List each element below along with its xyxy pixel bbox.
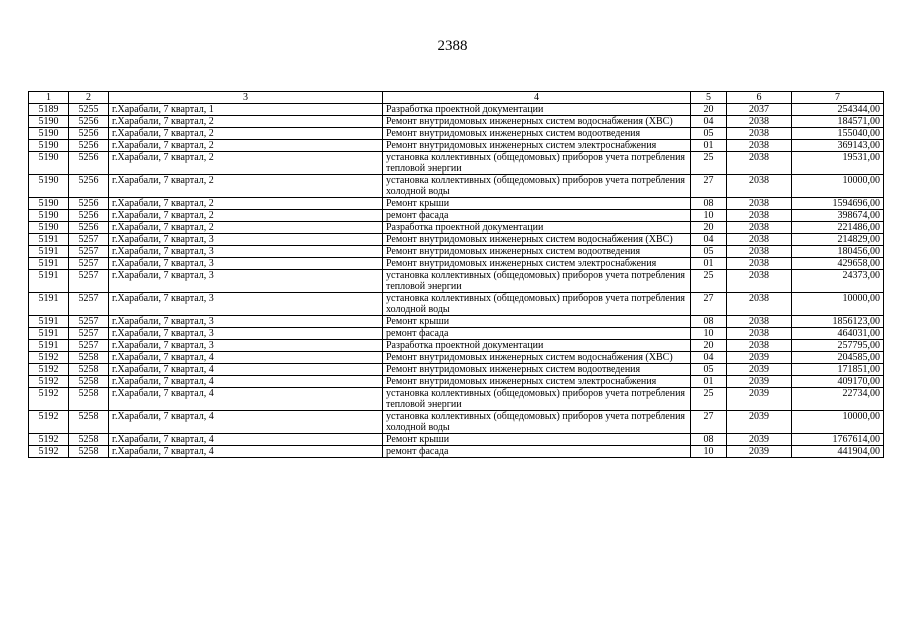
work-code-cell: 05	[691, 364, 727, 376]
repair-schedule-table	[28, 91, 884, 458]
row-id-cell: 5192	[29, 388, 69, 411]
year-cell: 2038	[727, 116, 792, 128]
work-type-cell: установка коллективных (общедомовых) приборов учета потребления холодной воды	[383, 411, 691, 434]
cost-cell: 257795,00	[792, 340, 884, 352]
year-cell: 2038	[727, 198, 792, 210]
work-code-cell: 10	[691, 446, 727, 458]
row-id-cell: 5190	[29, 198, 69, 210]
row-id-cell: 5190	[29, 140, 69, 152]
work-code-cell: 25	[691, 152, 727, 175]
year-cell: 2038	[727, 246, 792, 258]
work-code-cell: 10	[691, 210, 727, 222]
column-header: 3	[109, 92, 383, 104]
cost-cell: 1594696,00	[792, 198, 884, 210]
table-row	[29, 258, 884, 270]
address-cell: г.Харабали, 7 квартал, 4	[109, 376, 383, 388]
address-cell: г.Харабали, 7 квартал, 2	[109, 128, 383, 140]
house-id-cell: 5256	[69, 128, 109, 140]
cost-cell: 464031,00	[792, 328, 884, 340]
table-row	[29, 175, 884, 198]
work-code-cell: 10	[691, 328, 727, 340]
column-header: 5	[691, 92, 727, 104]
table-row	[29, 128, 884, 140]
row-id-cell: 5191	[29, 270, 69, 293]
work-code-cell: 04	[691, 234, 727, 246]
cost-cell: 369143,00	[792, 140, 884, 152]
year-cell: 2038	[727, 175, 792, 198]
table-row	[29, 328, 884, 340]
cost-cell: 24373,00	[792, 270, 884, 293]
cost-cell: 10000,00	[792, 175, 884, 198]
house-id-cell: 5256	[69, 116, 109, 128]
address-cell: г.Харабали, 7 квартал, 3	[109, 316, 383, 328]
table-row	[29, 198, 884, 210]
work-type-cell: Ремонт внутридомовых инженерных систем водоотведения	[383, 128, 691, 140]
work-type-cell: Ремонт крыши	[383, 316, 691, 328]
page-number: 2388	[437, 38, 468, 54]
house-id-cell: 5257	[69, 234, 109, 246]
work-type-cell: Ремонт внутридомовых инженерных систем электроснабжения	[383, 376, 691, 388]
cost-cell: 1856123,00	[792, 316, 884, 328]
column-number-row	[29, 92, 884, 104]
column-header: 7	[792, 92, 884, 104]
house-id-cell: 5258	[69, 411, 109, 434]
work-code-cell: 05	[691, 246, 727, 258]
address-cell: г.Харабали, 7 квартал, 3	[109, 340, 383, 352]
cost-cell: 19531,00	[792, 152, 884, 175]
cost-cell: 1767614,00	[792, 434, 884, 446]
year-cell: 2039	[727, 411, 792, 434]
cost-cell: 184571,00	[792, 116, 884, 128]
address-cell: г.Харабали, 7 квартал, 3	[109, 328, 383, 340]
house-id-cell: 5258	[69, 376, 109, 388]
house-id-cell: 5257	[69, 316, 109, 328]
row-id-cell: 5192	[29, 352, 69, 364]
work-code-cell: 27	[691, 411, 727, 434]
year-cell: 2038	[727, 328, 792, 340]
column-header: 4	[383, 92, 691, 104]
work-type-cell: ремонт фасада	[383, 210, 691, 222]
year-cell: 2039	[727, 388, 792, 411]
house-id-cell: 5257	[69, 293, 109, 316]
cost-cell: 214829,00	[792, 234, 884, 246]
table-row	[29, 376, 884, 388]
row-id-cell: 5192	[29, 411, 69, 434]
row-id-cell: 5192	[29, 376, 69, 388]
year-cell: 2038	[727, 222, 792, 234]
work-code-cell: 08	[691, 316, 727, 328]
work-code-cell: 01	[691, 140, 727, 152]
work-code-cell: 20	[691, 222, 727, 234]
work-code-cell: 01	[691, 376, 727, 388]
work-type-cell: Ремонт внутридомовых инженерных систем электроснабжения	[383, 258, 691, 270]
work-code-cell: 25	[691, 270, 727, 293]
row-id-cell: 5190	[29, 152, 69, 175]
table-row	[29, 152, 884, 175]
house-id-cell: 5257	[69, 246, 109, 258]
table-row	[29, 116, 884, 128]
house-id-cell: 5256	[69, 198, 109, 210]
row-id-cell: 5190	[29, 210, 69, 222]
address-cell: г.Харабали, 7 квартал, 2	[109, 116, 383, 128]
work-code-cell: 04	[691, 116, 727, 128]
address-cell: г.Харабали, 7 квартал, 2	[109, 210, 383, 222]
work-type-cell: ремонт фасада	[383, 446, 691, 458]
row-id-cell: 5191	[29, 293, 69, 316]
address-cell: г.Харабали, 7 квартал, 3	[109, 258, 383, 270]
work-code-cell: 27	[691, 293, 727, 316]
work-code-cell: 01	[691, 258, 727, 270]
house-id-cell: 5256	[69, 222, 109, 234]
house-id-cell: 5257	[69, 340, 109, 352]
work-type-cell: установка коллективных (общедомовых) приборов учета потребления тепловой энергии	[383, 152, 691, 175]
cost-cell: 429658,00	[792, 258, 884, 270]
cost-cell: 22734,00	[792, 388, 884, 411]
table-row	[29, 140, 884, 152]
row-id-cell: 5192	[29, 446, 69, 458]
address-cell: г.Харабали, 7 квартал, 3	[109, 234, 383, 246]
row-id-cell: 5191	[29, 234, 69, 246]
cost-cell: 204585,00	[792, 352, 884, 364]
address-cell: г.Харабали, 7 квартал, 3	[109, 246, 383, 258]
work-type-cell: установка коллективных (общедомовых) приборов учета потребления холодной воды	[383, 293, 691, 316]
table-row	[29, 434, 884, 446]
table-row	[29, 388, 884, 411]
year-cell: 2038	[727, 258, 792, 270]
address-cell: г.Харабали, 7 квартал, 2	[109, 175, 383, 198]
year-cell: 2038	[727, 152, 792, 175]
table-row	[29, 446, 884, 458]
work-type-cell: Разработка проектной документации	[383, 222, 691, 234]
cost-cell: 398674,00	[792, 210, 884, 222]
work-code-cell: 08	[691, 434, 727, 446]
cost-cell: 409170,00	[792, 376, 884, 388]
cost-cell: 221486,00	[792, 222, 884, 234]
table-row	[29, 270, 884, 293]
work-type-cell: Ремонт внутридомовых инженерных систем водоотведения	[383, 246, 691, 258]
work-type-cell: установка коллективных (общедомовых) приборов учета потребления холодной воды	[383, 175, 691, 198]
house-id-cell: 5257	[69, 258, 109, 270]
row-id-cell: 5191	[29, 258, 69, 270]
address-cell: г.Харабали, 7 квартал, 4	[109, 352, 383, 364]
year-cell: 2038	[727, 270, 792, 293]
year-cell: 2038	[727, 140, 792, 152]
cost-cell: 10000,00	[792, 293, 884, 316]
year-cell: 2039	[727, 446, 792, 458]
table-row	[29, 340, 884, 352]
work-type-cell: Ремонт крыши	[383, 198, 691, 210]
cost-cell: 254344,00	[792, 104, 884, 116]
year-cell: 2037	[727, 104, 792, 116]
house-id-cell: 5258	[69, 446, 109, 458]
work-type-cell: ремонт фасада	[383, 328, 691, 340]
table-row	[29, 293, 884, 316]
year-cell: 2038	[727, 340, 792, 352]
work-code-cell: 20	[691, 104, 727, 116]
address-cell: г.Харабали, 7 квартал, 4	[109, 411, 383, 434]
cost-cell: 10000,00	[792, 411, 884, 434]
row-id-cell: 5192	[29, 364, 69, 376]
house-id-cell: 5257	[69, 270, 109, 293]
work-type-cell: Разработка проектной документации	[383, 340, 691, 352]
year-cell: 2038	[727, 128, 792, 140]
address-cell: г.Харабали, 7 квартал, 2	[109, 222, 383, 234]
row-id-cell: 5190	[29, 128, 69, 140]
house-id-cell: 5256	[69, 152, 109, 175]
work-type-cell: установка коллективных (общедомовых) приборов учета потребления тепловой энергии	[383, 388, 691, 411]
address-cell: г.Харабали, 7 квартал, 4	[109, 364, 383, 376]
cost-cell: 171851,00	[792, 364, 884, 376]
address-cell: г.Харабали, 7 квартал, 4	[109, 434, 383, 446]
house-id-cell: 5256	[69, 175, 109, 198]
row-id-cell: 5190	[29, 175, 69, 198]
table-row	[29, 210, 884, 222]
table-row	[29, 316, 884, 328]
address-cell: г.Харабали, 7 квартал, 2	[109, 140, 383, 152]
work-code-cell: 05	[691, 128, 727, 140]
address-cell: г.Харабали, 7 квартал, 2	[109, 198, 383, 210]
work-type-cell: Ремонт крыши	[383, 434, 691, 446]
column-header: 2	[69, 92, 109, 104]
year-cell: 2038	[727, 316, 792, 328]
table-row	[29, 234, 884, 246]
table-row	[29, 222, 884, 234]
work-code-cell: 20	[691, 340, 727, 352]
address-cell: г.Харабали, 7 квартал, 4	[109, 388, 383, 411]
house-id-cell: 5255	[69, 104, 109, 116]
row-id-cell: 5192	[29, 434, 69, 446]
house-id-cell: 5256	[69, 210, 109, 222]
work-type-cell: Разработка проектной документации	[383, 104, 691, 116]
address-cell: г.Харабали, 7 квартал, 4	[109, 446, 383, 458]
cost-cell: 441904,00	[792, 446, 884, 458]
row-id-cell: 5190	[29, 116, 69, 128]
work-type-cell: Ремонт внутридомовых инженерных систем водоотведения	[383, 364, 691, 376]
year-cell: 2039	[727, 364, 792, 376]
table-row	[29, 411, 884, 434]
column-header: 1	[29, 92, 69, 104]
house-id-cell: 5257	[69, 328, 109, 340]
address-cell: г.Харабали, 7 квартал, 2	[109, 152, 383, 175]
work-code-cell: 04	[691, 352, 727, 364]
house-id-cell: 5258	[69, 434, 109, 446]
year-cell: 2039	[727, 376, 792, 388]
year-cell: 2038	[727, 293, 792, 316]
table-row	[29, 104, 884, 116]
year-cell: 2038	[727, 234, 792, 246]
year-cell: 2038	[727, 210, 792, 222]
row-id-cell: 5189	[29, 104, 69, 116]
row-id-cell: 5191	[29, 316, 69, 328]
house-id-cell: 5258	[69, 364, 109, 376]
row-id-cell: 5191	[29, 246, 69, 258]
address-cell: г.Харабали, 7 квартал, 3	[109, 270, 383, 293]
work-code-cell: 25	[691, 388, 727, 411]
year-cell: 2039	[727, 434, 792, 446]
row-id-cell: 5191	[29, 340, 69, 352]
table-row	[29, 246, 884, 258]
house-id-cell: 5256	[69, 140, 109, 152]
work-code-cell: 27	[691, 175, 727, 198]
house-id-cell: 5258	[69, 388, 109, 411]
work-type-cell: установка коллективных (общедомовых) приборов учета потребления тепловой энергии	[383, 270, 691, 293]
column-header: 6	[727, 92, 792, 104]
address-cell: г.Харабали, 7 квартал, 1	[109, 104, 383, 116]
table-row	[29, 364, 884, 376]
work-code-cell: 08	[691, 198, 727, 210]
row-id-cell: 5191	[29, 328, 69, 340]
address-cell: г.Харабали, 7 квартал, 3	[109, 293, 383, 316]
cost-cell: 155040,00	[792, 128, 884, 140]
work-type-cell: Ремонт внутридомовых инженерных систем водоснабжения (ХВС)	[383, 116, 691, 128]
year-cell: 2039	[727, 352, 792, 364]
row-id-cell: 5190	[29, 222, 69, 234]
house-id-cell: 5258	[69, 352, 109, 364]
table-row	[29, 352, 884, 364]
work-type-cell: Ремонт внутридомовых инженерных систем водоснабжения (ХВС)	[383, 234, 691, 246]
work-type-cell: Ремонт внутридомовых инженерных систем электроснабжения	[383, 140, 691, 152]
work-type-cell: Ремонт внутридомовых инженерных систем водоснабжения (ХВС)	[383, 352, 691, 364]
cost-cell: 180456,00	[792, 246, 884, 258]
